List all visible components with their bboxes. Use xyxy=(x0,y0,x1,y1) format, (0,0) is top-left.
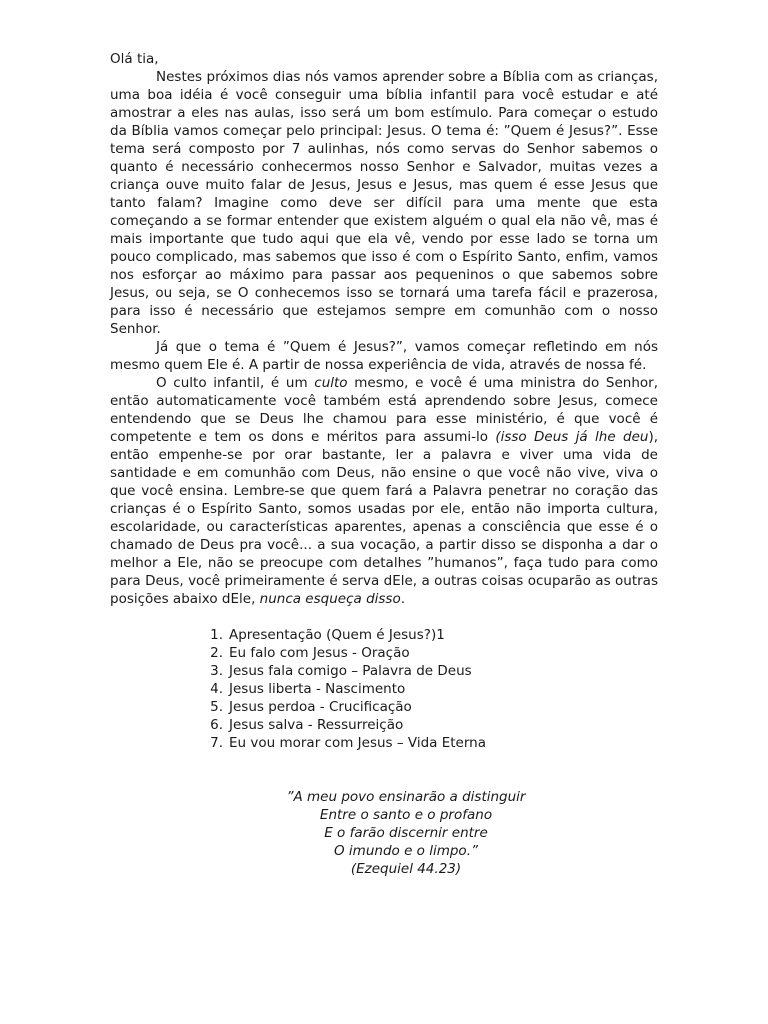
list-item-number: 6. xyxy=(210,717,223,733)
greeting: Olá tia, xyxy=(110,51,159,67)
list-item-number: 3. xyxy=(210,663,223,679)
quote-line-1: ”A meu povo ensinarão a distinguir xyxy=(286,789,526,805)
list-item-text: Apresentação (Quem é Jesus?)1 xyxy=(229,627,445,643)
paragraph-worship-text-3: ), então empenhe-se por orar bastante, ler a palavra e viver uma vida de santidade e em comunhão com Deus, não ensine o que você não vive, viva o que você ensina. Lembre-se que quem fará a Palavra penetrar no coração das crianças é o Espírito Santo, somos usadas por ele, então não importa cultura, escolaridade, ou características aparentes, apenas a consciência que esse é o chamado de Deus pra você... a sua vocação, a partir disso se disponha a dar o melhor a Ele, não se preocupe com detalhes ”humanos”, faça tudo para como para Deus, você primeiramente é serva dEle, a outras coisas ocuparão as outras posições abaixo dEle, xyxy=(110,429,658,607)
quote-reference: (Ezequiel 44.23) xyxy=(350,861,462,877)
lesson-list xyxy=(110,626,658,752)
list-item xyxy=(201,734,658,752)
document-page xyxy=(110,50,658,878)
quote-line-4: O imundo e o limpo.” xyxy=(334,843,478,859)
list-item xyxy=(201,716,658,734)
paragraph-worship-italic-never-forget: nunca esqueça disso xyxy=(259,591,401,607)
list-item-number: 1. xyxy=(210,627,223,643)
paragraph-worship-italic-culto: culto xyxy=(314,375,348,391)
paragraph-worship-italic-gift: (isso Deus já lhe deu xyxy=(495,429,649,445)
list-item-text: Eu falo com Jesus - Oração xyxy=(229,645,410,661)
list-item-text: Jesus liberta - Nascimento xyxy=(229,681,406,697)
list-item xyxy=(201,626,658,644)
bible-quote xyxy=(110,788,658,878)
list-item-text: Jesus salva - Ressurreição xyxy=(229,717,404,733)
list-item-number: 4. xyxy=(210,681,223,697)
list-item-number: 5. xyxy=(210,699,223,715)
quote-line-3: E o farão discernir entre xyxy=(324,825,488,841)
list-item xyxy=(201,662,658,680)
list-item-text: Jesus fala comigo – Palavra de Deus xyxy=(229,663,472,679)
list-item xyxy=(201,698,658,716)
list-item xyxy=(201,644,658,662)
paragraph-intro: Nestes próximos dias nós vamos aprender sobre a Bíblia com as crianças, uma boa idéia é você conseguir uma bíblia infantil para você estudar e até amostrar a eles nas aulas, isso será um bom estímulo. Para começar o estudo da Bíblia vamos começar pelo principal: Jesus. O tema é: ”Quem é Jesus?”. Esse tema será composto por 7 aulinhas, nós como servas do Senhor sabemos o quanto é necessário conhecermos nosso Senhor e Salvador, muitas vezes a criança ouve muito falar de Jesus, Jesus e Jesus, mas quem é esse Jesus que tanto falam? Imagine como deve ser difícil para uma mente que esta começando a se formar entender que existem alguém o qual ela não vê, mas é mais importante que tudo aqui que ela vê, vendo por esse lado se torna um pouco complicado, mas sabemos que isso é com o Espírito Santo, enfim, vamos nos esforçar ao máximo para passar aos pequeninos o que sabemos sobre Jesus, ou seja, se O conhecemos isso se tornará uma tarefa fácil e prazerosa, para isso é necessário que estejamos sempre em comunhão com o nosso Senhor. xyxy=(110,69,658,337)
list-item-number: 2. xyxy=(210,645,223,661)
paragraph-worship xyxy=(110,374,658,608)
paragraph-worship-text-4: . xyxy=(400,591,406,607)
list-item-text: Jesus perdoa - Crucificação xyxy=(229,699,412,715)
paragraph-worship-text-1: O culto infantil, é um xyxy=(156,375,315,391)
quote-line-2: Entre o santo e o profano xyxy=(319,807,493,823)
paragraph-theme: Já que o tema é ”Quem é Jesus?”, vamos começar refletindo em nós mesmo quem Ele é. A partir de nossa experiência de vida, através de nossa fé. xyxy=(110,339,658,373)
list-item-number: 7. xyxy=(210,735,223,751)
list-item xyxy=(201,680,658,698)
list-item-text: Eu vou morar com Jesus – Vida Eterna xyxy=(229,735,487,751)
paragraph-worship-text-2: mesmo, e você é uma ministra do Senhor, então automaticamente você também está aprendendo sobre Jesus, comece entendendo que se Deus lhe chamou para esse ministério, é que você é competente e tem os dons e méritos para assumi-lo xyxy=(110,375,658,445)
